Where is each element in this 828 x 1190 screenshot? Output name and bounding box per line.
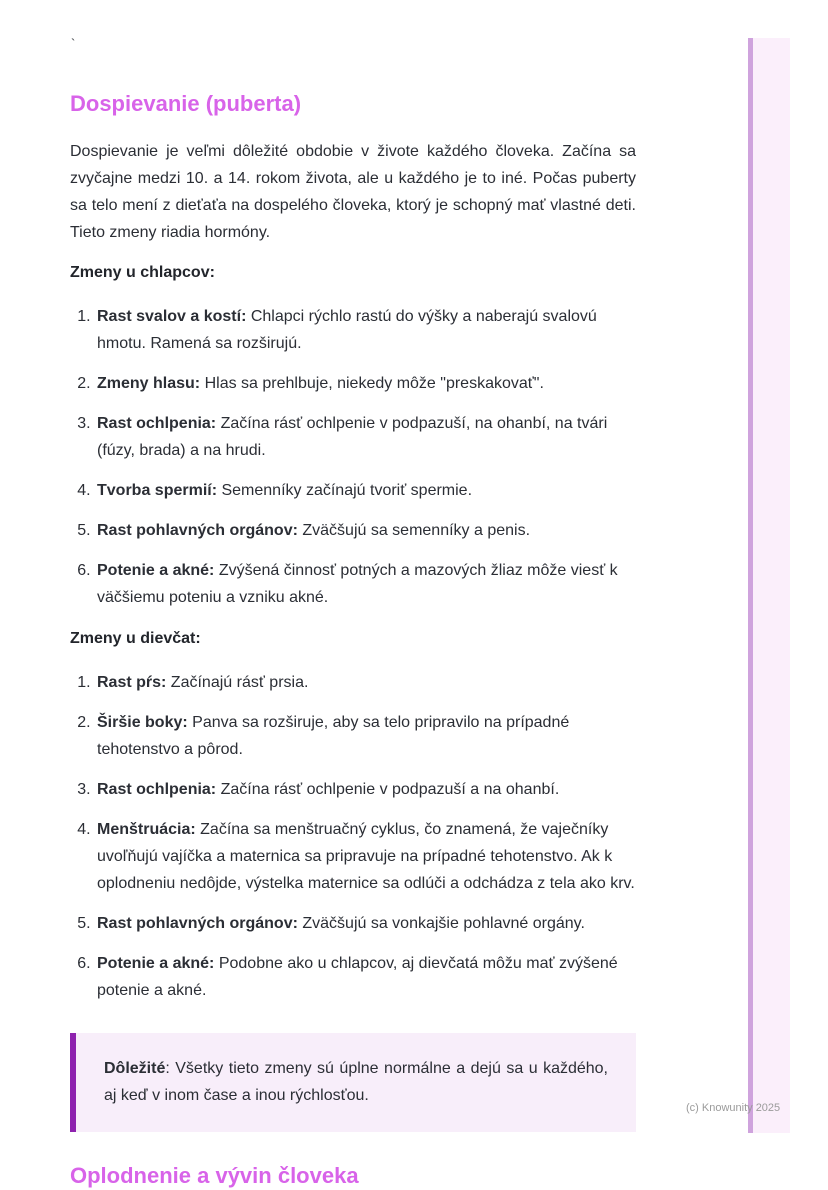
list-item (95, 816, 636, 897)
list-item-label: Rast pŕs: (97, 674, 167, 691)
section-heading-boys: Zmeny u chlapcov: (70, 264, 215, 281)
page-title: Dospievanie (puberta) (70, 91, 302, 116)
girls-changes-list (70, 669, 636, 1004)
document-content (70, 90, 636, 1190)
list-item-label: Rast pohlavných orgánov: (97, 915, 298, 932)
list-item-text: Začína rásť ochlpenie v podpazuší a na ohanbí. (216, 781, 560, 798)
list-item-label: Rast ochlpenia: (97, 415, 217, 432)
list-item (95, 776, 636, 803)
list-item (95, 950, 636, 1004)
list-item (95, 477, 636, 504)
list-item-label: Rast pohlavných orgánov: (97, 522, 298, 539)
list-item-label: Menštruácia: (97, 821, 196, 838)
copyright-footer: (c) Knowunity 2025 (686, 1102, 781, 1114)
intro-paragraph: Dospievanie je veľmi dôležité obdobie v živote každého človeka. Začína sa zvyčajne medzi 10. a 14. rokom života, ale u každého je to iné. Počas puberty sa telo mení z dieťaťa na dospelého človeka, ktorý je schopný mať vlastné deti. Tieto zmeny riadia hormóny. (70, 143, 636, 241)
list-item-text: Chlapci rýchlo rastú do výšky a naberajú svalovú hmotu. Ramená sa rozširujú. (97, 308, 597, 352)
callout-text: : Všetky tieto zmeny sú úplne normálne a dejú sa u každého, aj keď v inom čase a inou rýchlosťou. (104, 1060, 608, 1104)
list-item-text: Hlas sa prehlbuje, niekedy môže "preskakovať". (200, 375, 544, 392)
list-item-text: Zvýšená činnosť potných a mazových žliaz môže viesť k väčšiemu poteniu a vzniku akné. (97, 562, 618, 606)
list-item-text: Podobne ako u chlapcov, aj dievčatá môžu mať zvýšené potenie a akné. (97, 955, 618, 999)
page-title-second: Oplodnenie a vývin človeka (70, 1163, 359, 1188)
list-item (95, 910, 636, 937)
callout-label: Dôležité (104, 1060, 166, 1077)
list-item-text: Semenníky začínajú tvoriť spermie. (217, 482, 473, 499)
list-item-text: Začínajú rásť prsia. (166, 674, 309, 691)
list-item-label: Potenie a akné: (97, 562, 215, 579)
right-accent-bar (748, 38, 790, 1133)
list-item-text: Panva sa rozširuje, aby sa telo pripravilo na prípadné tehotenstvo a pôrod. (97, 714, 570, 758)
list-item-text: Začína rásť ochlpenie v podpazuší, na ohanbí, na tvári (fúzy, brada) a na hrudi. (97, 415, 608, 459)
list-item (95, 517, 636, 544)
list-item (95, 303, 636, 357)
boys-changes-list (70, 303, 636, 611)
list-item-text: Začína sa menštruačný cyklus, čo znamená, že vaječníky uvoľňujú vajíčka a maternica sa pripravuje na prípadné tehotenstvo. Ak k oplodneniu nedôjde, výstelka maternice sa odlúči a odchádza z tela ako krv. (97, 821, 635, 892)
list-item (95, 557, 636, 611)
list-item (95, 709, 636, 763)
important-callout (70, 1033, 636, 1132)
list-item (95, 410, 636, 464)
section-heading-girls: Zmeny u dievčat: (70, 630, 201, 647)
list-item-text: Zväčšujú sa vonkajšie pohlavné orgány. (297, 915, 585, 932)
list-item (95, 669, 636, 696)
list-item-label: Zmeny hlasu: (97, 375, 201, 392)
list-item-label: Širšie boky: (97, 714, 188, 731)
list-item (95, 370, 636, 397)
list-item-label: Rast svalov a kostí: (97, 308, 247, 325)
list-item-text: Zväčšujú sa semenníky a penis. (297, 522, 531, 539)
stray-backtick-mark: ` (71, 36, 76, 51)
list-item-label: Tvorba spermií: (97, 482, 218, 499)
list-item-label: Potenie a akné: (97, 955, 215, 972)
list-item-label: Rast ochlpenia: (97, 781, 217, 798)
